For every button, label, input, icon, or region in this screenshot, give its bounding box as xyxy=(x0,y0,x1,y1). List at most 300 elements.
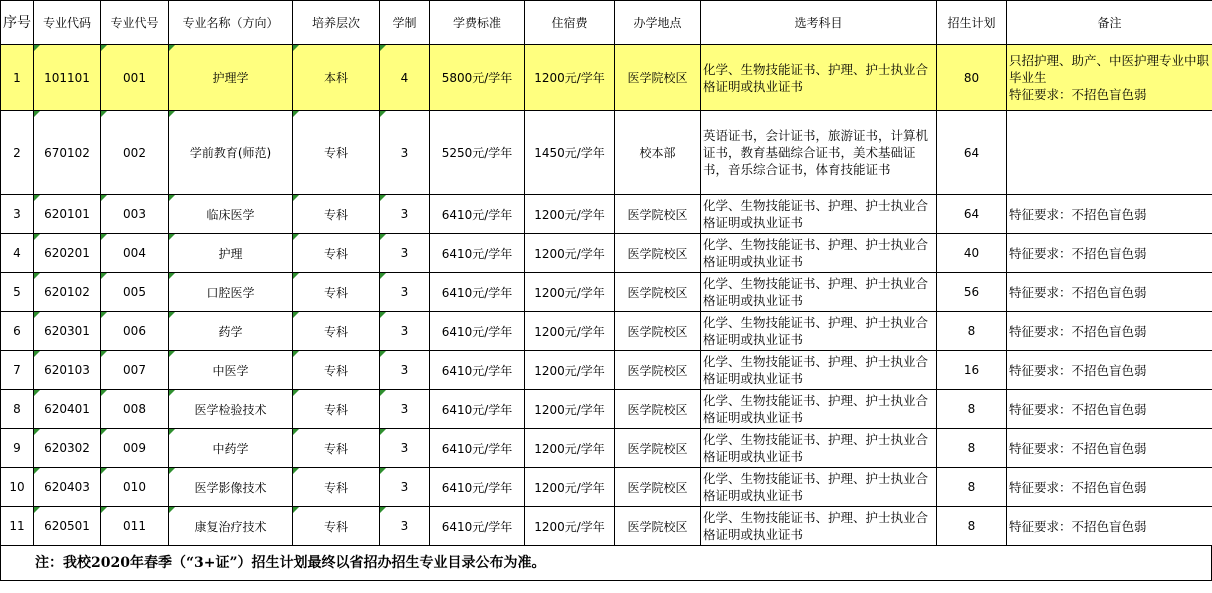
header-index: 序号 xyxy=(1,1,34,45)
cell-text: 670102 xyxy=(44,145,90,160)
cell-text: 16 xyxy=(963,363,980,377)
cell-text: 3 xyxy=(400,519,409,533)
cell-text: 1200元/学年 xyxy=(534,71,605,85)
cell-tuition[interactable] xyxy=(430,468,525,507)
cell-num[interactable] xyxy=(101,234,169,273)
cell-name[interactable] xyxy=(169,234,293,273)
comment-marker-icon xyxy=(101,468,107,474)
cell-name[interactable] xyxy=(169,111,293,195)
cell-tuition[interactable] xyxy=(430,507,525,546)
cell-text: 005 xyxy=(123,285,146,299)
cell-plan[interactable] xyxy=(937,351,1007,390)
cell-subjects[interactable] xyxy=(701,390,937,429)
cell-code[interactable] xyxy=(34,312,101,351)
cell-text: 7 xyxy=(13,363,21,377)
comment-marker-icon xyxy=(34,312,40,318)
comment-marker-icon xyxy=(293,390,299,396)
header-plan: 招生计划 xyxy=(937,1,1007,45)
cell-text: 特征要求：不招色盲色弱 xyxy=(1009,323,1147,339)
cell-name[interactable] xyxy=(169,351,293,390)
cell-text: 专科 xyxy=(323,441,348,456)
cell-text: 6410元/学年 xyxy=(441,285,513,300)
cell-text: 专科 xyxy=(323,402,348,417)
cell-text: 6410元/学年 xyxy=(441,207,513,222)
cell-note[interactable] xyxy=(1007,429,1212,468)
cell-lodging[interactable] xyxy=(525,312,615,351)
cell-text: 3 xyxy=(400,207,409,221)
cell-text: 专科 xyxy=(323,363,348,378)
cell-idx[interactable] xyxy=(1,390,34,429)
cell-text: 医学院校区 xyxy=(627,441,688,456)
cell-code[interactable] xyxy=(34,234,101,273)
cell-text: 8 xyxy=(967,480,976,494)
cell-text: 5800元/学年 xyxy=(441,71,513,85)
cell-text: 化学、生物技能证书、护理、护士执业合格证明或执业证书 xyxy=(703,393,929,425)
cell-text: 化学、生物技能证书、护理、护士执业合格证明或执业证书 xyxy=(703,432,929,464)
cell-tuition[interactable] xyxy=(430,45,525,111)
cell-name[interactable] xyxy=(169,195,293,234)
comment-marker-icon xyxy=(380,507,386,513)
header-note: 备注 xyxy=(1007,1,1212,45)
cell-note[interactable] xyxy=(1007,312,1212,351)
cell-text: 002 xyxy=(123,145,146,160)
cell-text: 006 xyxy=(123,324,146,338)
cell-years[interactable] xyxy=(380,273,430,312)
table-row xyxy=(1,312,1212,351)
cell-years[interactable] xyxy=(380,111,430,195)
cell-level[interactable] xyxy=(293,351,380,390)
cell-plan[interactable] xyxy=(937,45,1007,111)
cell-text: 医学院校区 xyxy=(627,519,688,534)
comment-marker-icon xyxy=(169,111,175,117)
cell-num[interactable] xyxy=(101,273,169,312)
cell-text: 医学院校区 xyxy=(627,285,688,300)
cell-text: 护理 xyxy=(218,246,243,261)
cell-site[interactable] xyxy=(615,390,701,429)
comment-marker-icon xyxy=(34,273,40,279)
cell-years[interactable] xyxy=(380,390,430,429)
cell-plan[interactable] xyxy=(937,429,1007,468)
comment-marker-icon xyxy=(380,111,386,117)
cell-text: 特征要求：不招色盲色弱 xyxy=(1009,401,1147,417)
cell-text: 医学院校区 xyxy=(627,324,688,339)
comment-marker-icon xyxy=(169,234,175,240)
cell-text: 620403 xyxy=(44,480,90,494)
header-site: 办学地点 xyxy=(615,1,701,45)
cell-text: 3 xyxy=(13,207,21,221)
cell-tuition[interactable] xyxy=(430,429,525,468)
comment-marker-icon xyxy=(380,429,386,435)
cell-text: 56 xyxy=(963,285,980,299)
cell-text: 1450元/学年 xyxy=(534,146,605,160)
cell-text: 620103 xyxy=(44,363,90,377)
header-code: 专业代码 xyxy=(34,1,101,45)
cell-subjects[interactable] xyxy=(701,45,937,111)
cell-idx[interactable] xyxy=(1,351,34,390)
cell-text: 英语证书，会计证书，旅游证书，计算机证书，教育基础综合证书，美术基础证书，音乐综合证书，体育技能证书 xyxy=(703,128,929,177)
cell-text: 9 xyxy=(13,441,21,455)
cell-text: 64 xyxy=(963,207,980,221)
cell-text: 011 xyxy=(123,519,146,533)
cell-idx[interactable] xyxy=(1,111,34,195)
comment-marker-icon xyxy=(293,273,299,279)
cell-text: 001 xyxy=(123,70,146,85)
cell-num[interactable] xyxy=(101,312,169,351)
cell-level[interactable] xyxy=(293,507,380,546)
cell-num[interactable] xyxy=(101,507,169,546)
cell-level[interactable] xyxy=(293,273,380,312)
cell-num[interactable] xyxy=(101,468,169,507)
cell-site[interactable] xyxy=(615,351,701,390)
cell-text: 临床医学 xyxy=(206,207,255,222)
cell-note[interactable] xyxy=(1007,507,1212,546)
cell-tuition[interactable] xyxy=(430,351,525,390)
cell-lodging[interactable] xyxy=(525,390,615,429)
cell-code[interactable] xyxy=(34,429,101,468)
comment-marker-icon xyxy=(34,507,40,513)
cell-lodging[interactable] xyxy=(525,234,615,273)
cell-lodging[interactable] xyxy=(525,429,615,468)
cell-text: 医学院校区 xyxy=(627,246,688,261)
comment-marker-icon xyxy=(169,195,175,201)
table-row xyxy=(1,45,1212,111)
cell-text: 1200元/学年 xyxy=(534,441,605,456)
cell-note[interactable] xyxy=(1007,390,1212,429)
cell-text: 3 xyxy=(400,145,409,160)
cell-site[interactable] xyxy=(615,507,701,546)
cell-text: 8 xyxy=(967,324,976,338)
cell-level[interactable] xyxy=(293,195,380,234)
cell-subjects[interactable] xyxy=(701,507,937,546)
cell-text: 1200元/学年 xyxy=(534,519,605,534)
cell-text: 11 xyxy=(9,519,25,533)
cell-name[interactable] xyxy=(169,468,293,507)
cell-level[interactable] xyxy=(293,312,380,351)
header-tuition: 学费标准 xyxy=(430,1,525,45)
cell-text: 本科 xyxy=(323,71,348,85)
cell-text: 特征要求：不招色盲色弱 xyxy=(1009,284,1147,300)
cell-tuition[interactable] xyxy=(430,390,525,429)
cell-note[interactable] xyxy=(1007,351,1212,390)
cell-text: 医学影像技术 xyxy=(194,480,267,495)
cell-lodging[interactable] xyxy=(525,273,615,312)
cell-subjects[interactable] xyxy=(701,111,937,195)
cell-idx[interactable] xyxy=(1,429,34,468)
cell-tuition[interactable] xyxy=(430,195,525,234)
cell-text: 特征要求：不招色盲色弱 xyxy=(1009,206,1147,222)
cell-text: 校本部 xyxy=(639,146,676,160)
comment-marker-icon xyxy=(293,429,299,435)
cell-text: 化学、生物技能证书、护理、护士执业合格证明或执业证书 xyxy=(703,510,929,542)
comment-marker-icon xyxy=(293,351,299,357)
cell-text: 化学、生物技能证书、护理、护士执业合格证明或执业证书 xyxy=(703,471,929,503)
cell-code[interactable] xyxy=(34,390,101,429)
header-name: 专业名称（方向） xyxy=(169,1,293,45)
cell-code[interactable] xyxy=(34,507,101,546)
cell-level[interactable] xyxy=(293,390,380,429)
table-row xyxy=(1,111,1212,195)
comment-marker-icon xyxy=(34,195,40,201)
cell-text: 4 xyxy=(13,246,21,260)
comment-marker-icon xyxy=(380,234,386,240)
cell-num[interactable] xyxy=(101,429,169,468)
cell-code[interactable] xyxy=(34,195,101,234)
cell-num[interactable] xyxy=(101,45,169,111)
cell-plan[interactable] xyxy=(937,273,1007,312)
comment-marker-icon xyxy=(380,195,386,201)
cell-text: 6410元/学年 xyxy=(441,480,513,495)
comment-marker-icon xyxy=(169,468,175,474)
cell-text: 化学、生物技能证书、护理、护士执业合格证明或执业证书 xyxy=(703,315,929,347)
cell-text: 4 xyxy=(400,70,409,85)
cell-note[interactable] xyxy=(1007,273,1212,312)
cell-lodging[interactable] xyxy=(525,468,615,507)
comment-marker-icon xyxy=(293,507,299,513)
cell-years[interactable] xyxy=(380,351,430,390)
cell-text: 1 xyxy=(13,70,21,85)
cell-num[interactable] xyxy=(101,351,169,390)
cell-tuition[interactable] xyxy=(430,273,525,312)
cell-code[interactable] xyxy=(34,351,101,390)
cell-text: 6410元/学年 xyxy=(441,363,513,378)
cell-lodging[interactable] xyxy=(525,111,615,195)
cell-text: 8 xyxy=(967,519,976,533)
comment-marker-icon xyxy=(293,234,299,240)
cell-text: 3 xyxy=(400,246,409,260)
comment-marker-icon xyxy=(169,312,175,318)
cell-num[interactable] xyxy=(101,111,169,195)
comment-marker-icon xyxy=(169,390,175,396)
cell-tuition[interactable] xyxy=(430,312,525,351)
cell-note[interactable] xyxy=(1007,45,1212,111)
comment-marker-icon xyxy=(101,312,107,318)
cell-text: 化学、生物技能证书、护理、护士执业合格证明或执业证书 xyxy=(703,276,929,308)
cell-text: 3 xyxy=(400,363,409,377)
cell-text: 80 xyxy=(963,70,980,85)
cell-years[interactable] xyxy=(380,312,430,351)
cell-text: 医学院校区 xyxy=(627,402,688,417)
cell-text: 化学、生物技能证书、护理、护士执业合格证明或执业证书 xyxy=(703,354,929,386)
cell-text: 6410元/学年 xyxy=(441,324,513,339)
cell-idx[interactable] xyxy=(1,273,34,312)
cell-idx[interactable] xyxy=(1,45,34,111)
header-years: 学制 xyxy=(380,1,430,45)
cell-code[interactable] xyxy=(34,468,101,507)
cell-level[interactable] xyxy=(293,234,380,273)
cell-num[interactable] xyxy=(101,390,169,429)
cell-text: 620102 xyxy=(44,285,90,299)
comment-marker-icon xyxy=(101,195,107,201)
header-level: 培养层次 xyxy=(293,1,380,45)
cell-text: 专科 xyxy=(323,285,348,300)
cell-name[interactable] xyxy=(169,312,293,351)
cell-years[interactable] xyxy=(380,234,430,273)
cell-text: 004 xyxy=(123,246,146,260)
cell-site[interactable] xyxy=(615,468,701,507)
cell-text: 专科 xyxy=(323,519,348,534)
cell-tuition[interactable] xyxy=(430,111,525,195)
cell-plan[interactable] xyxy=(937,468,1007,507)
cell-level[interactable] xyxy=(293,429,380,468)
comment-marker-icon xyxy=(293,312,299,318)
cell-text: 专科 xyxy=(323,246,348,261)
header-num: 专业代号 xyxy=(101,1,169,45)
comment-marker-icon xyxy=(169,273,175,279)
cell-plan[interactable] xyxy=(937,507,1007,546)
cell-code[interactable] xyxy=(34,273,101,312)
cell-site[interactable] xyxy=(615,195,701,234)
cell-lodging[interactable] xyxy=(525,351,615,390)
cell-site[interactable] xyxy=(615,45,701,111)
comment-marker-icon xyxy=(101,111,107,117)
cell-plan[interactable] xyxy=(937,195,1007,234)
cell-subjects[interactable] xyxy=(701,429,937,468)
cell-text: 3 xyxy=(400,480,409,494)
cell-site[interactable] xyxy=(615,429,701,468)
cell-text: 64 xyxy=(963,145,980,160)
cell-text: 医学院校区 xyxy=(627,480,688,495)
comment-marker-icon xyxy=(101,234,107,240)
cell-idx[interactable] xyxy=(1,234,34,273)
cell-subjects[interactable] xyxy=(701,351,937,390)
cell-text: 医学检验技术 xyxy=(194,402,267,417)
comment-marker-icon xyxy=(34,234,40,240)
cell-text: 化学、生物技能证书、护理、护士执业合格证明或执业证书 xyxy=(703,198,929,230)
cell-note[interactable] xyxy=(1007,111,1212,195)
cell-plan[interactable] xyxy=(937,111,1007,195)
cell-text: 康复治疗技术 xyxy=(194,519,267,534)
cell-subjects[interactable] xyxy=(701,195,937,234)
comment-marker-icon xyxy=(101,507,107,513)
cell-text: 3 xyxy=(400,285,409,299)
cell-text: 620302 xyxy=(44,441,90,455)
cell-text: 护理学 xyxy=(212,71,249,85)
comment-marker-icon xyxy=(293,111,299,117)
comment-marker-icon xyxy=(169,507,175,513)
cell-text: 特征要求：不招色盲色弱 xyxy=(1009,362,1147,378)
cell-plan[interactable] xyxy=(937,312,1007,351)
cell-lodging[interactable] xyxy=(525,507,615,546)
table-row xyxy=(1,234,1212,273)
cell-name[interactable] xyxy=(169,429,293,468)
cell-years[interactable] xyxy=(380,45,430,111)
cell-name[interactable] xyxy=(169,507,293,546)
comment-marker-icon xyxy=(34,390,40,396)
cell-idx[interactable] xyxy=(1,507,34,546)
comment-marker-icon xyxy=(169,45,175,51)
cell-note[interactable] xyxy=(1007,234,1212,273)
comment-marker-icon xyxy=(293,195,299,201)
cell-note[interactable] xyxy=(1007,468,1212,507)
cell-text: 1200元/学年 xyxy=(534,402,605,417)
cell-text: 6410元/学年 xyxy=(441,441,513,456)
cell-text: 1200元/学年 xyxy=(534,480,605,495)
cell-text: 010 xyxy=(123,480,146,494)
table-row xyxy=(1,507,1212,546)
footer-note: 注：我校2020年春季（“3+证”）招生计划最终以省招办招生专业目录公布为准。 xyxy=(0,546,1212,581)
comment-marker-icon xyxy=(380,351,386,357)
cell-text: 2 xyxy=(13,145,21,160)
cell-name[interactable] xyxy=(169,45,293,111)
cell-text: 6410元/学年 xyxy=(441,402,513,417)
cell-text: 1200元/学年 xyxy=(534,363,605,378)
cell-site[interactable] xyxy=(615,234,701,273)
cell-text: 003 xyxy=(123,207,146,221)
cell-text: 口腔医学 xyxy=(206,285,255,300)
cell-text: 医学院校区 xyxy=(627,207,688,222)
cell-years[interactable] xyxy=(380,195,430,234)
cell-code[interactable] xyxy=(34,45,101,111)
cell-years[interactable] xyxy=(380,507,430,546)
cell-text: 学前教育(师范) xyxy=(189,146,272,160)
cell-idx[interactable] xyxy=(1,312,34,351)
cell-subjects[interactable] xyxy=(701,234,937,273)
cell-subjects[interactable] xyxy=(701,273,937,312)
cell-level[interactable] xyxy=(293,111,380,195)
cell-text: 化学、生物技能证书、护理、护士执业合格证明或执业证书 xyxy=(703,61,929,94)
cell-note[interactable] xyxy=(1007,195,1212,234)
cell-text: 特征要求：不招色盲色弱 xyxy=(1009,440,1147,456)
header-subjects: 选考科目 xyxy=(701,1,937,45)
comment-marker-icon xyxy=(169,429,175,435)
cell-text: 化学、生物技能证书、护理、护士执业合格证明或执业证书 xyxy=(703,237,929,269)
comment-marker-icon xyxy=(34,111,40,117)
cell-text: 8 xyxy=(13,402,21,416)
cell-plan[interactable] xyxy=(937,390,1007,429)
cell-site[interactable] xyxy=(615,273,701,312)
cell-level[interactable] xyxy=(293,45,380,111)
cell-text: 6410元/学年 xyxy=(441,519,513,534)
cell-lodging[interactable] xyxy=(525,45,615,111)
cell-text: 中医学 xyxy=(212,363,249,378)
cell-site[interactable] xyxy=(615,312,701,351)
header-row xyxy=(1,1,1212,45)
cell-text: 6 xyxy=(13,324,21,338)
cell-name[interactable] xyxy=(169,390,293,429)
comment-marker-icon xyxy=(380,45,386,51)
comment-marker-icon xyxy=(293,468,299,474)
cell-text: 8 xyxy=(967,402,976,416)
cell-years[interactable] xyxy=(380,468,430,507)
comment-marker-icon xyxy=(380,273,386,279)
comment-marker-icon xyxy=(380,312,386,318)
cell-text: 8 xyxy=(967,441,976,455)
cell-text: 620201 xyxy=(44,246,90,260)
cell-years[interactable] xyxy=(380,429,430,468)
cell-idx[interactable] xyxy=(1,195,34,234)
cell-tuition[interactable] xyxy=(430,234,525,273)
cell-site[interactable] xyxy=(615,111,701,195)
cell-lodging[interactable] xyxy=(525,195,615,234)
comment-marker-icon xyxy=(101,351,107,357)
comment-marker-icon xyxy=(34,429,40,435)
cell-text: 药学 xyxy=(218,324,243,339)
cell-text: 专科 xyxy=(323,207,348,222)
cell-text: 5 xyxy=(13,285,21,299)
cell-code[interactable] xyxy=(34,111,101,195)
cell-text: 620301 xyxy=(44,324,90,338)
cell-text: 3 xyxy=(400,441,409,455)
cell-text: 只招护理、助产、中医护理专业中职毕业生 特征要求：不招色盲色弱 xyxy=(1009,53,1210,102)
cell-idx[interactable] xyxy=(1,468,34,507)
cell-plan[interactable] xyxy=(937,234,1007,273)
cell-subjects[interactable] xyxy=(701,312,937,351)
cell-num[interactable] xyxy=(101,195,169,234)
cell-subjects[interactable] xyxy=(701,468,937,507)
cell-level[interactable] xyxy=(293,468,380,507)
cell-name[interactable] xyxy=(169,273,293,312)
cell-text: 620401 xyxy=(44,402,90,416)
